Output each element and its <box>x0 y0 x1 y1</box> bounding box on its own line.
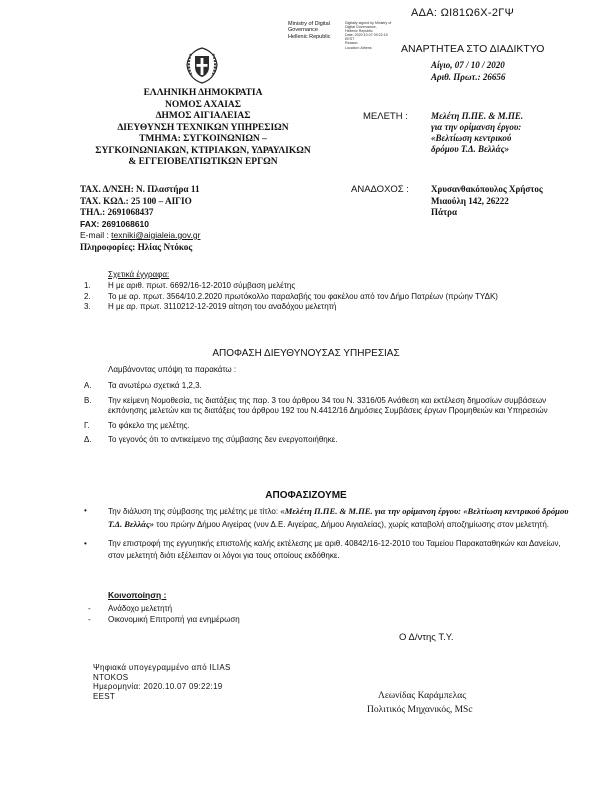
anadoxos-line: Μιαούλη 142, 26222 <box>431 195 509 206</box>
issuer-header <box>72 88 334 169</box>
stamp-detail: Digital Governance, <box>345 25 377 30</box>
meleti-line: δρόμου Τ.Δ. Βελλάς» <box>431 144 510 154</box>
related-docs-list <box>84 281 574 313</box>
decision-project-title: Μελέτη Π.ΠΕ. & Μ.ΠΕ. για την ορίμανση έργου: «Βελτίωση κεντρικού δρόμου Τ.Δ. Βελλάς» <box>108 506 569 529</box>
decision-text: Την επιστροφή της εγγυητικής επιστολής καλής εκτέλεσης με αριθ. 40842/16-12-2010 του Ταμείου Παρακαταθηκών και Δανείων, στον μελετητή διότι εξέλειπαν οι λόγοι για τους οποίους εκδόθηκε. <box>108 539 561 560</box>
digital-signature-stamp <box>288 21 408 50</box>
item-number: 3. <box>84 302 91 312</box>
list-item <box>88 604 388 615</box>
contact-email-row <box>80 230 200 242</box>
item-text: Το γεγονός ότι το αντικείμενο της σύμβασης δεν ενεργοποιήθηκε. <box>108 435 338 445</box>
signer-title: Πολιτικός Μηχανικός, MSc <box>367 705 473 715</box>
list-item <box>84 421 574 432</box>
anadoxos-value <box>431 184 591 219</box>
bullet-icon: • <box>84 539 87 548</box>
item-number: 1. <box>84 281 91 290</box>
stamp-detail: Hellenic Republic <box>345 29 373 34</box>
contact-address: ΤΑΧ. Δ/ΝΣΗ: Ν. Πλαστήρα 11 <box>80 184 200 194</box>
posting-notice: ΑΝΑΡΤΗΤΕΑ ΣΤΟ ΔΙΑΔΙΚΤΥΟ <box>401 43 545 55</box>
document-date: Αίγιο, 07 / 10 / 2020 <box>431 60 505 70</box>
item-number: 2. <box>84 291 91 301</box>
list-item <box>84 302 574 313</box>
item-text: Η με αριθ. πρωτ. 6692/16-12-2010 σύμβαση μελέτης <box>108 281 296 290</box>
contact-info: Πληροφορίες: Ηλίας Ντόκος <box>80 241 193 252</box>
stamp-line: Hellenic Republic <box>288 33 331 40</box>
header-line: ΣΥΓΚΟΙΝΩΝΙΑΚΩΝ, ΚΤΙΡΙΑΚΩΝ, ΥΔΡΑΥΛΙΚΩΝ <box>95 145 311 156</box>
item-letter: Α. <box>84 381 92 390</box>
item-text: Ανάδοχο μελετητή <box>108 604 173 613</box>
signature-line: EEST <box>93 691 116 701</box>
decision-heading: ΑΠΟΦΑΣΗ ΔΙΕΥΘΥΝΟΥΣΑΣ ΥΠΗΡΕΣΙΑΣ <box>212 348 400 359</box>
header-line: ΝΟΜΟΣ ΑΧΑΙΑΣ <box>164 99 242 110</box>
header-line: & ΕΓΓΕΙΟΒΕΛΤΙΩΤΙΚΩΝ ΕΡΓΩΝ <box>128 157 278 167</box>
we-decide-heading: ΑΠΟΦΑΣΙΖΟΥΜΕ <box>265 490 347 501</box>
anadoxos-line: Χρυσανθακόπουλος Χρήστος <box>431 184 543 194</box>
anadoxos-label: ΑΝΑΔΟΧΟΣ : <box>351 184 409 195</box>
contact-fax: FAX: 2691068610 <box>80 218 149 229</box>
list-item <box>84 292 574 303</box>
protocol-number: Αριθ. Πρωτ.: 26656 <box>431 72 506 82</box>
item-text: Η με αρ. πρωτ. 3110212-12-2019 αίτηση του αναδόχου μελετητή <box>108 302 337 312</box>
signer-name: Λεωνίδας Καράμπελας <box>378 691 467 701</box>
stamp-detail: Reason: <box>345 41 359 46</box>
item-letter: Δ. <box>84 435 92 445</box>
contact-postal: ΤΑΧ. ΚΩΔ.: 25 100 – ΑΙΓΙΟ <box>80 195 192 206</box>
list-item <box>84 538 576 562</box>
stamp-detail: Location: Athens <box>345 45 372 50</box>
stamp-line: Governance <box>288 27 318 34</box>
header-line: ΕΛΛΗΝΙΚΗ ΔΗΜΟΚΡΑΤΙΑ <box>143 88 263 98</box>
distribution-title: Κοινοποίηση : <box>108 590 167 600</box>
meleti-line: για την ορίμανση έργου: <box>431 122 522 132</box>
stamp-detail: EEST <box>345 37 355 42</box>
contact-block <box>80 184 200 253</box>
item-text: Το φάκελο της μελέτης. <box>108 420 190 430</box>
list-item <box>84 505 576 531</box>
considerations-intro: Λαμβάνοντας υπόψη τα παρακάτω : <box>108 365 237 374</box>
signature-line: NTOKOS <box>93 672 129 682</box>
stamp-details <box>345 21 391 50</box>
list-item <box>88 615 388 626</box>
header-line: ΔΙΕΥΘΥΝΣΗ ΤΕΧΝΙΚΩΝ ΥΠΗΡΕΣΙΩΝ <box>117 122 289 133</box>
header-line: ΔΗΜΟΣ ΑΙΓΙΑΛΕΙΑΣ <box>155 111 251 121</box>
distribution-list <box>88 604 388 625</box>
decision-text-pre: Την διάλυση της σύμβασης της μελέτης με τίτλο: « <box>108 507 285 516</box>
item-letter: Β. <box>84 395 92 405</box>
item-text: Οικονομική Επιτροπή για ενημέρωση <box>108 614 240 624</box>
item-text: Την κείμενη Νομοθεσία, τις διατάξεις της παρ. 3 του άρθρου 34 του Ν. 3316/05 Ανάθεση και εκτέλεση δημοσίων συμβάσεων εκπόνησης μελετών και τις διατάξεις του άρθρου 192 του Ν.4412/16 Δημόσιες Συμβάσεις έργων Προμηθειών και Υπηρεσιών <box>108 395 548 416</box>
item-dash: - <box>88 604 91 613</box>
contact-phone: ΤΗΛ.: 2691068437 <box>80 207 154 217</box>
meleti-value <box>431 111 591 155</box>
decision-text-post: του πρώην Δήμου Αιγείρας (νυν Δ.Ε. Αιγείρας, Δήμου Αιγιαλείας), χωρίς καταβολή αποζημίωσης στον μελετητή. <box>154 520 549 529</box>
meleti-line: Μελέτη Π.ΠΕ. & Μ.ΠΕ. <box>431 111 524 121</box>
item-letter: Γ. <box>84 420 90 430</box>
list-item <box>84 281 574 292</box>
bullet-icon: • <box>84 506 87 515</box>
header-line: ΤΜΗΜΑ: ΣΥΓΚΟΙΝΩΝΙΩΝ – <box>139 134 267 144</box>
stamp-detail: Digitally signed by Ministry of <box>345 21 392 25</box>
signer-role: Ο Δ/ντης Τ.Υ. <box>399 632 454 643</box>
considerations-list <box>84 381 574 450</box>
digital-signature-text <box>93 663 231 701</box>
item-dash: - <box>88 614 91 624</box>
stamp-detail: Date: 2020.10.07 09:22:19 <box>345 33 388 38</box>
list-item <box>84 396 574 417</box>
list-item <box>84 435 574 446</box>
greek-republic-emblem-icon <box>182 45 222 85</box>
list-item <box>84 381 574 392</box>
signature-line: Ημερομηνία: 2020.10.07 09:22:19 <box>93 682 223 692</box>
meleti-label: ΜΕΛΕΤΗ : <box>363 111 408 122</box>
anadoxos-line: Πάτρα <box>431 207 458 217</box>
email-label: E-mail : <box>80 230 112 240</box>
related-docs-title: Σχετικά έγγραφα: <box>108 270 170 279</box>
signature-line: Ψηφιακά υπογεγραμμένο από ILIAS <box>93 663 231 672</box>
stamp-line: Ministry of Digital <box>288 21 330 27</box>
meleti-line: «Βελτίωση κεντρικού <box>431 133 512 143</box>
email-link[interactable]: texniki@aigialeia.gov.gr <box>111 230 201 240</box>
ada-code: ΑΔΑ: ΩΙ81Ω6Χ-2ΓΨ <box>411 7 515 19</box>
item-text: Το με αρ. πρωτ. 3564/10.2.2020 πρωτόκολλο παραλαβής του φακέλου από τον Δήμο Πατρέων (πρώην ΤΥΔΚ) <box>108 291 498 301</box>
decisions-list <box>84 505 576 569</box>
item-text: Τα ανωτέρω σχετικά 1,2,3. <box>108 381 202 390</box>
